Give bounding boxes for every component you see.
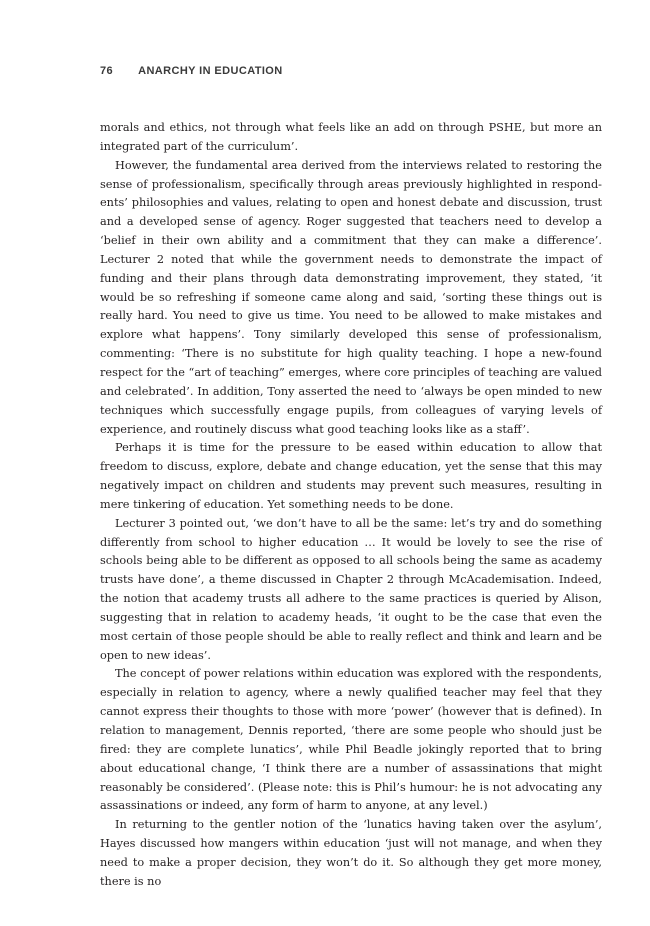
- paragraph: The concept of power relations within education was explored with the respondents, especially in relation to agency, where a newly qualified teacher may feel that they cannot express their thoughts to those with more ‘power’ (however that is defined). In relation to management, Dennis reported, ‘there are some people who should just be fired: they are complete lunatics’, while Phil Beadle jokingly reported that to bring about educational change, ‘I think there are a number of assassinations that might reasonably be considered’. (Please note: this is Phil’s humour: he is not advocating any assassinations or indeed, any form of harm to anyone, at any level.): [100, 667, 602, 813]
- body-text: [100, 119, 602, 892]
- running-title: ANARCHY IN EDUCATION: [138, 65, 283, 77]
- paragraph: Perhaps it is time for the pressure to be eased within education to allow that freedom to discuss, explore, debate and change education, yet the sense that this may negatively impact on children and students may prevent such measures, resulting in mere tinkering of education. Yet something needs to be done.: [100, 441, 602, 511]
- paragraph: However, the fundamental area derived from the interviews related to restoring the sense of professionalism, specifically through areas previously highlighted in respondents’ philosophies and values, relating to open and honest debate and discussion, trust and a developed sense of agency. Roger suggested that teachers need to develop a ‘belief in their own ability and a commitment that they can make a difference’. Lecturer 2 noted that while the government needs to demonstrate the impact of funding and their plans through data demonstrating improvement, they stated, ‘it would be so refreshing if someone came along and said, ‘sorting these things out is really hard. You need to give us time. You need to be allowed to make mistakes and explore what happens’. Tony similarly developed this sense of professionalism, commenting: ‘There is no substitute for high quality teaching. I hope a new-found respect for the “art of teaching” emerges, where core principles of teaching are valued and celebrated’. In addition, Tony asserted the need to ‘always be open minded to new techniques which successfully engage pupils, from colleagues of varying levels of experience, and routinely discuss what good teaching looks like as a staff’.: [100, 158, 602, 436]
- running-head: [100, 65, 283, 77]
- paragraph: In returning to the gentler notion of the ‘lunatics having taken over the asylum’, Hayes discussed how mangers within education ‘just will not manage, and when they need to make a proper decision, they won’t do it. So although they get more money, there is no: [100, 818, 602, 888]
- paragraph: Lecturer 3 pointed out, ‘we don’t have to all be the same: let’s try and do something differently from school to higher education … It would be lovely to see the rise of schools being able to be different as opposed to all schools being the same as academy trusts have done’, a theme discussed in Chapter 2 through McAcademisation. Indeed, the notion that academy trusts all adhere to the same practices is queried by Alison, suggesting that in relation to academy heads, ‘it ought to be the case that even the most certain of those people should be able to really reflect and think and learn and be open to new ideas’.: [100, 516, 602, 662]
- paragraph: morals and ethics, not through what feels like an add on through PSHE, but more an integrated part of the curriculum’.: [100, 121, 602, 153]
- page-number: 76: [100, 65, 114, 77]
